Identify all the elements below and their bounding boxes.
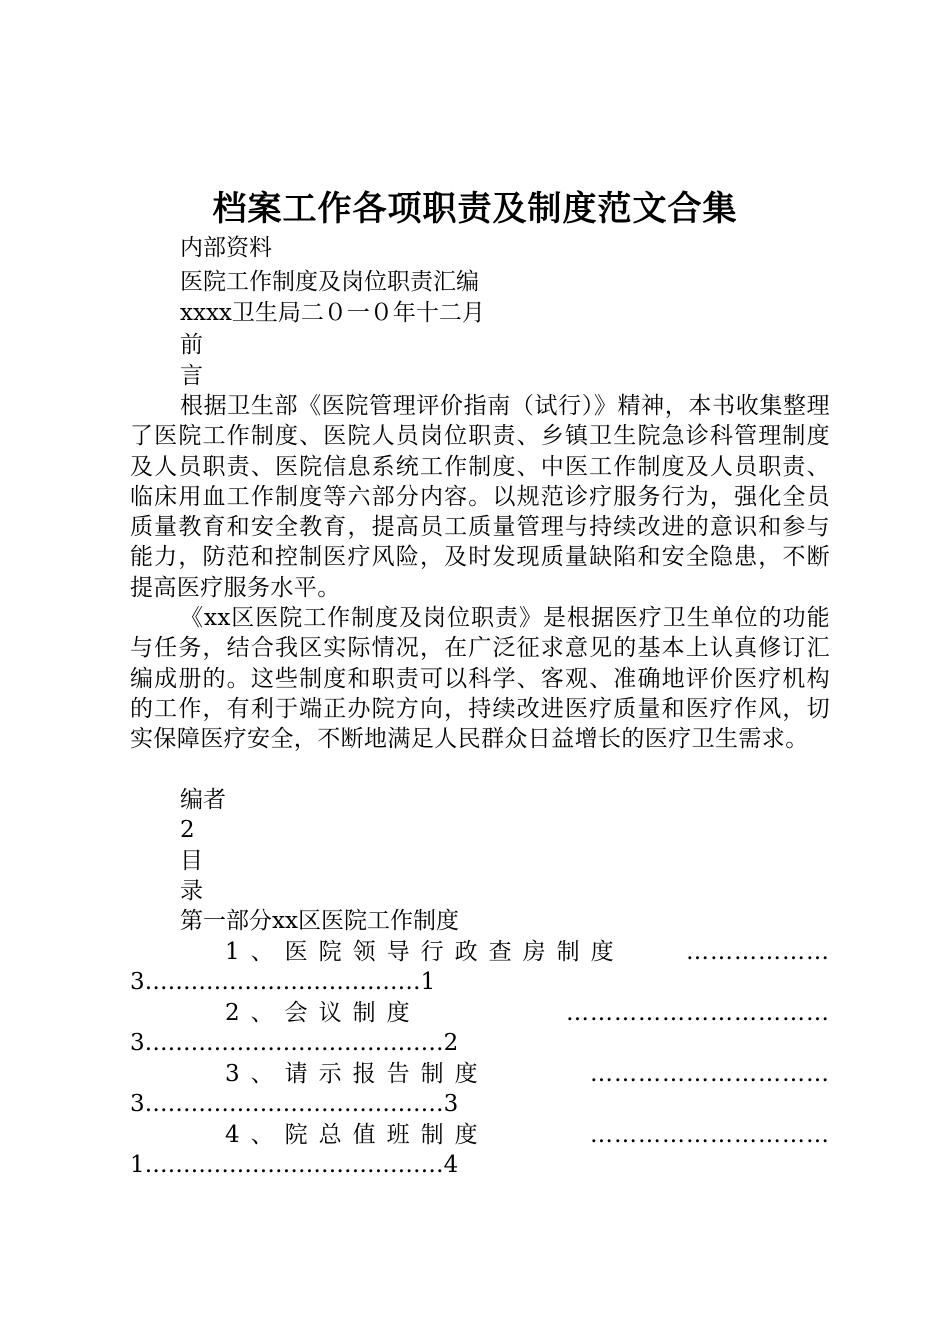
toc-leader: ……………… [686, 939, 830, 965]
toc-entry-page: 3………………………………1 [130, 969, 436, 995]
preface-heading-1: 前 [180, 332, 203, 358]
toc-entry-label: 2、会议制度 [225, 1000, 421, 1026]
toc-entry-4[interactable] [130, 1120, 830, 1180]
toc-entry-1[interactable] [130, 937, 830, 997]
toc-leader: …………………………… [566, 1000, 830, 1026]
preface-paragraph-1: 根据卫生部《医院管理评价指南（试行）》精神，本书收集整理了医院工作制度、医院人员岗位职责、乡镇卫生院急诊科管理制度及人员职责、医院信息系统工作制度、中医工作制度及人员职责、临床用血工作制度等六部分内容。以规范诊疗服务行为，强化全员质量教育和安全教育，提高员工质量管理与持续改进的意识和参与能力，防范和控制医疗风险，及时发现质量缺陷和安全隐患，不断提高医疗服务水平。 [130, 393, 830, 601]
editor-label: 编者 [180, 787, 226, 813]
toc-leader: ………………………… [590, 1122, 830, 1148]
toc-entry-2[interactable] [130, 998, 830, 1058]
part-one-heading: 第一部分xx区医院工作制度 [180, 908, 459, 934]
document-title: 档案工作各项职责及制度范文合集 [212, 189, 738, 229]
toc-leader: ………………………… [590, 1061, 830, 1087]
header-line-issuer-date: xxxx卫生局二０一０年十二月 [180, 300, 485, 326]
preface-heading-2: 言 [180, 363, 203, 389]
header-line-compilation: 医院工作制度及岗位职责汇编 [180, 269, 479, 295]
header-line-internal: 内部资料 [180, 235, 272, 261]
toc-entry-3[interactable] [130, 1059, 830, 1119]
toc-entry-label: 1、医院领导行政查房制度 [225, 939, 625, 965]
page-number: 2 [180, 817, 195, 843]
contents-heading-2: 录 [180, 878, 203, 904]
toc-entry-page: 3…………………………………2 [130, 1030, 459, 1056]
preface-paragraph-2: 《xx区医院工作制度及岗位职责》是根据医疗卫生单位的功能与任务，结合我区实际情况，在广泛征求意见的基本上认真修订汇编成册的。这些制度和职责可以科学、客观、准确地评价医疗机构的工作，有利于端正办院方向，持续改进医疗质量和医疗作风，切实保障医疗安全，不断地满足人民群众日益增长的医疗卫生需求。 [130, 605, 830, 753]
toc-entry-label: 4、院总值班制度 [225, 1122, 489, 1148]
toc-entry-page: 3…………………………………3 [130, 1091, 459, 1117]
contents-heading-1: 目 [180, 848, 203, 874]
toc-entry-page: 1…………………………………4 [130, 1152, 459, 1178]
toc-entry-label: 3、请示报告制度 [225, 1061, 489, 1087]
